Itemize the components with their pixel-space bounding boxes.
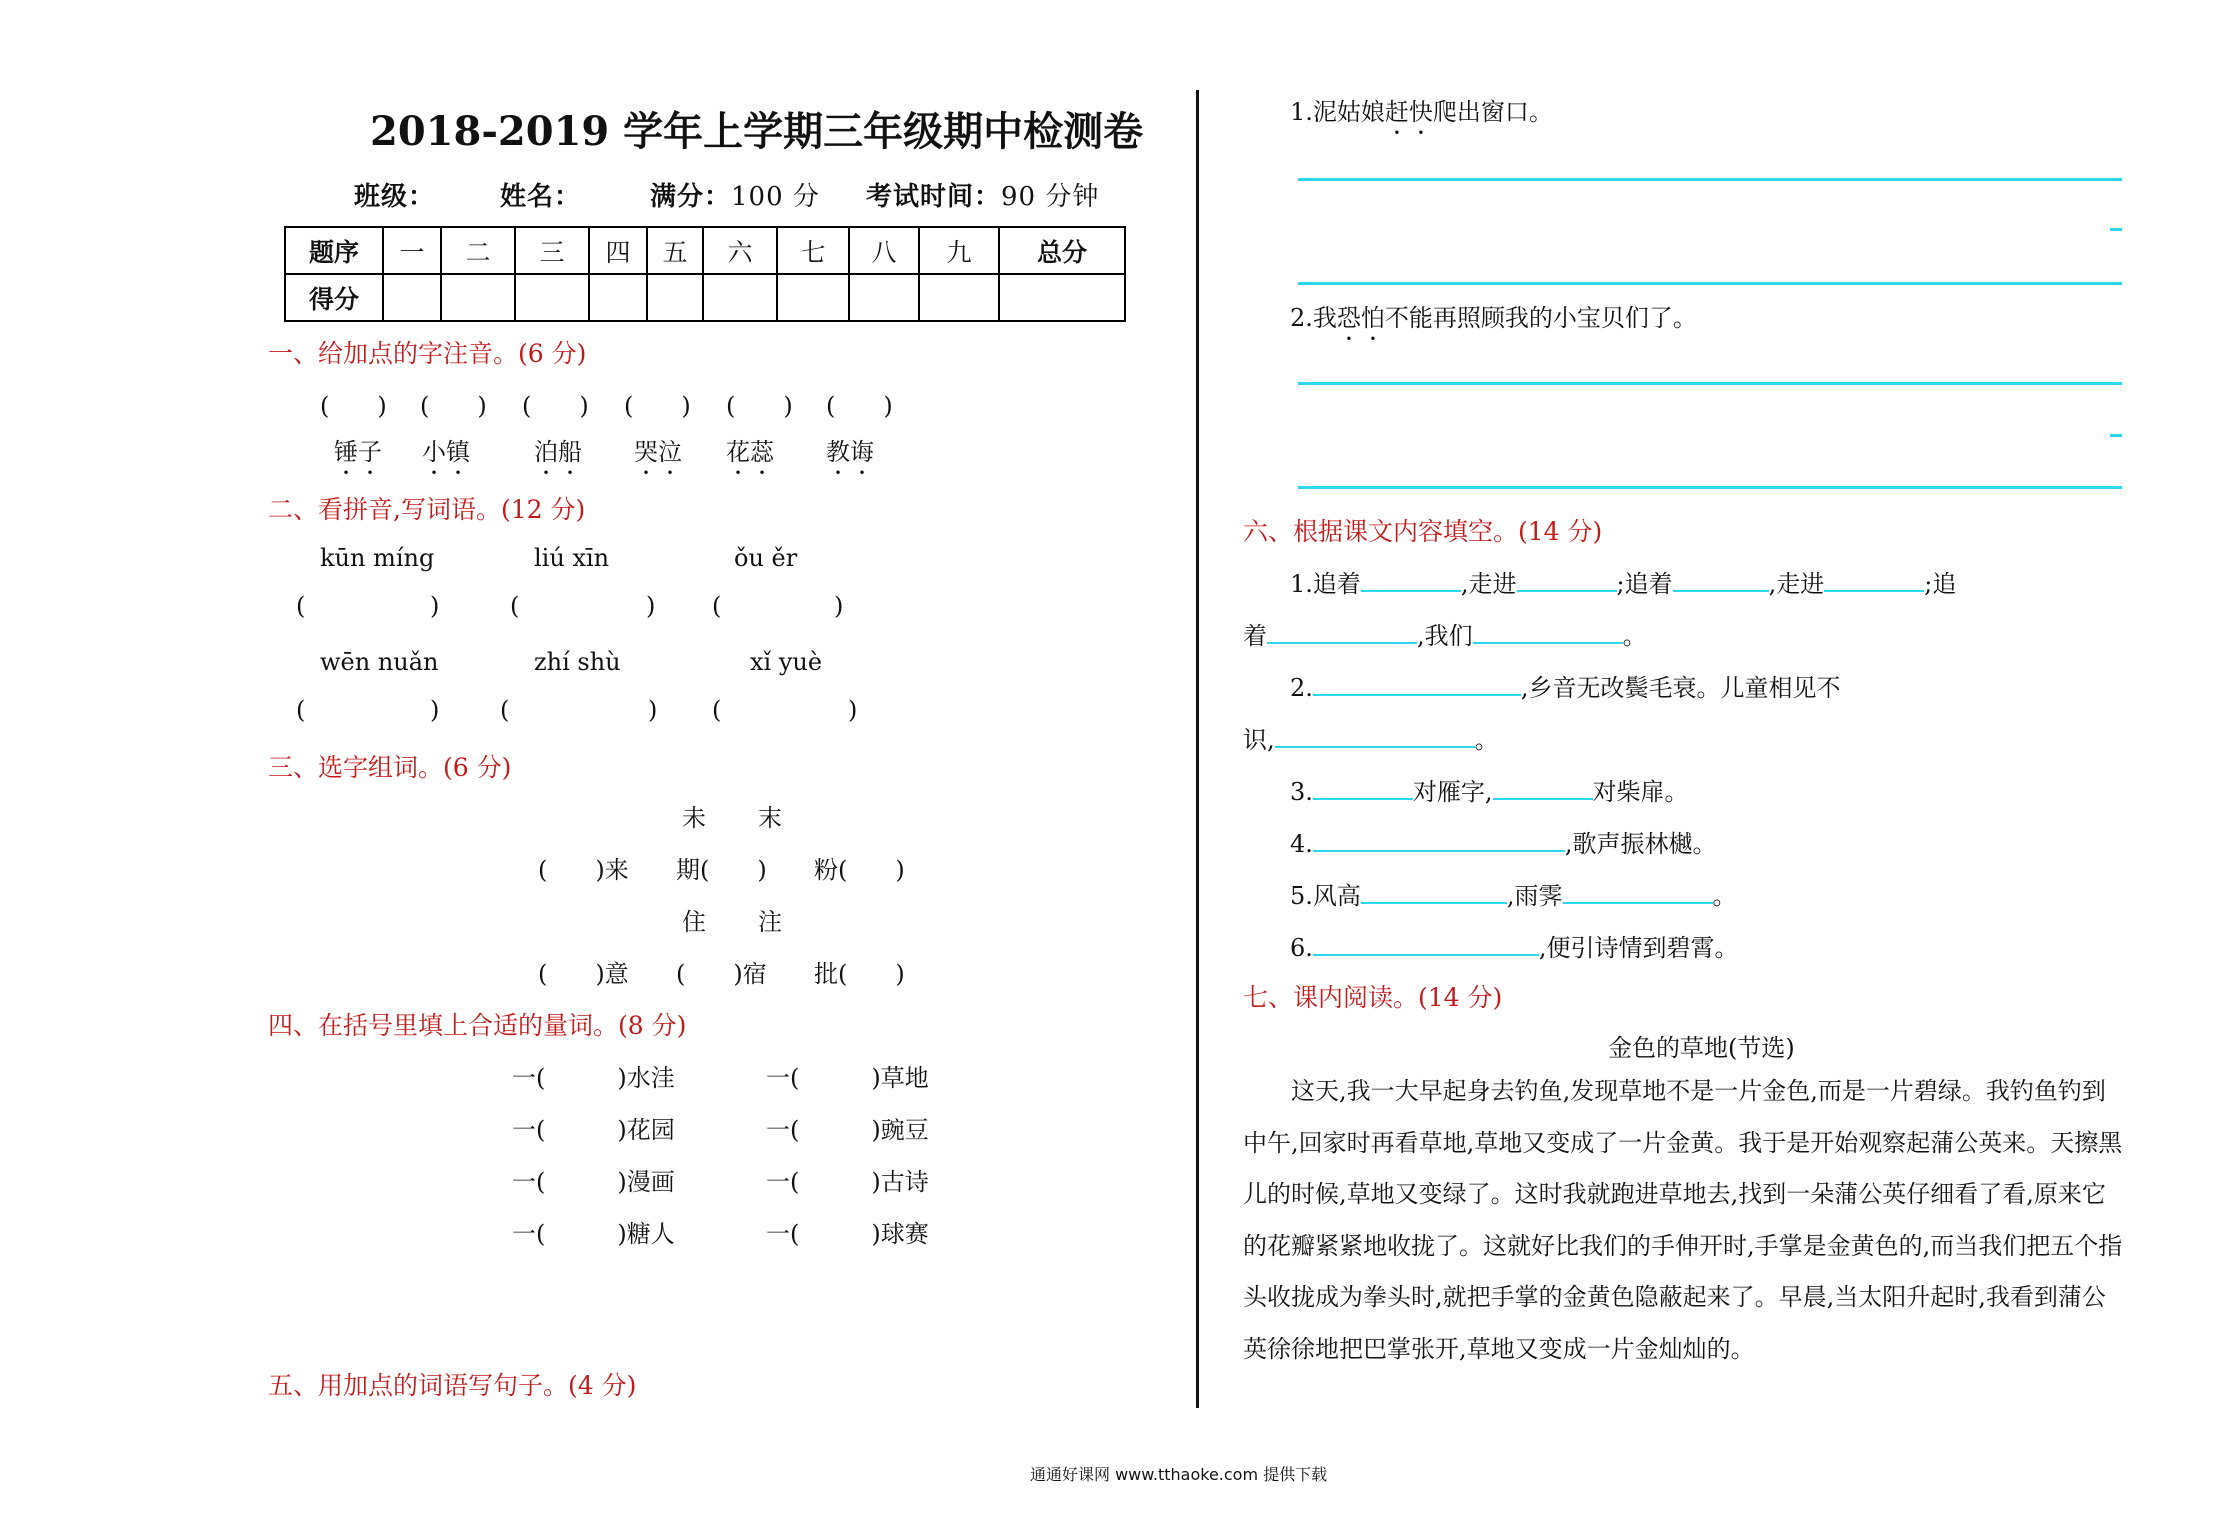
s1-word: 锤子: [334, 438, 382, 466]
answer-line-mark: [2110, 434, 2122, 437]
s3-blank[interactable]: 粉( ): [814, 856, 905, 884]
s4-item[interactable]: 一( )球赛: [766, 1220, 929, 1248]
fill-blank[interactable]: [1313, 668, 1521, 696]
fill-blank[interactable]: [1673, 564, 1769, 592]
fill-blank[interactable]: [1361, 876, 1507, 904]
s3-blank[interactable]: 批( ): [814, 960, 905, 988]
section-7-title: 七、课内阅读。(14 分): [1243, 983, 1503, 1012]
s4-item[interactable]: 一( )花园: [512, 1116, 675, 1144]
answer-line[interactable]: [1298, 282, 2122, 285]
page-title: 2018-2019 学年上学期三年级期中检测卷: [370, 108, 1144, 155]
score-row-label: 得分: [285, 274, 383, 321]
s4-item[interactable]: 一( )糖人: [512, 1220, 675, 1248]
s3-char: 未: [682, 804, 706, 832]
s1-paren[interactable]: ( ): [624, 392, 691, 420]
s4-item[interactable]: 一( )漫画: [512, 1168, 675, 1196]
s6-q1-line1: 1.追着 ,走进 ;追着 ,走进 ;追: [1290, 564, 1956, 599]
score-col-2: 二: [441, 227, 515, 274]
score-col-4: 四: [589, 227, 647, 274]
answer-paren-open[interactable]: (: [712, 696, 722, 724]
s3-char: 住: [682, 908, 706, 936]
s1-paren[interactable]: ( ): [726, 392, 793, 420]
answer-line-mark: [2110, 228, 2122, 231]
score-table-score-row: [285, 274, 1125, 321]
score-col-7: 七: [777, 227, 849, 274]
answer-paren-close[interactable]: ): [646, 592, 656, 620]
s1-word: 教诲: [826, 438, 874, 466]
score-col-9: 九: [919, 227, 999, 274]
score-col-8: 八: [849, 227, 919, 274]
answer-line[interactable]: [1298, 382, 2122, 385]
answer-paren-open[interactable]: (: [712, 592, 722, 620]
column-divider: [1196, 90, 1199, 1408]
answer-line[interactable]: [1298, 178, 2122, 181]
score-col-5: 五: [647, 227, 703, 274]
pinyin: xǐ yuè: [750, 648, 823, 676]
fill-blank[interactable]: [1473, 616, 1623, 644]
fill-blank[interactable]: [1313, 824, 1565, 852]
fill-blank[interactable]: [1313, 928, 1539, 956]
score-cell[interactable]: [777, 274, 849, 321]
answer-line[interactable]: [1298, 486, 2122, 489]
s6-q2-line2: 识, 。: [1243, 720, 1499, 755]
score-col-3: 三: [515, 227, 589, 274]
answer-paren-open[interactable]: (: [510, 592, 520, 620]
section-5-title: 五、用加点的词语写句子。(4 分): [268, 1371, 637, 1400]
passage-title: 金色的草地(节选): [1608, 1034, 1795, 1062]
section-4-title: 四、在括号里填上合适的量词。(8 分): [268, 1011, 687, 1040]
s5-question-2: 2.我恐怕不能再照顾我的小宝贝们了。: [1290, 304, 1697, 332]
fill-blank[interactable]: [1493, 772, 1593, 800]
s6-q6: 6. ,便引诗情到碧霄。: [1290, 928, 1739, 963]
s4-item[interactable]: 一( )豌豆: [766, 1116, 929, 1144]
s4-item[interactable]: 一( )古诗: [766, 1168, 929, 1196]
s1-paren[interactable]: ( ): [420, 392, 487, 420]
s1-word: 泊船: [534, 438, 582, 466]
pinyin: liú xīn: [534, 544, 610, 572]
answer-paren-close[interactable]: ): [430, 592, 440, 620]
s6-q3: 3. 对雁字, 对柴扉。: [1290, 772, 1689, 807]
section-2-title: 二、看拼音,写词语。(12 分): [268, 495, 586, 524]
s3-blank[interactable]: 期( ): [676, 856, 767, 884]
answer-paren-close[interactable]: ): [834, 592, 844, 620]
fill-blank[interactable]: [1267, 616, 1417, 644]
s6-q5: 5.风高 ,雨霁 。: [1290, 876, 1737, 911]
score-cell[interactable]: [647, 274, 703, 321]
score-cell[interactable]: [441, 274, 515, 321]
pinyin: ǒu ěr: [734, 544, 798, 572]
s3-blank[interactable]: ( )意: [538, 960, 629, 988]
s1-word: 花蕊: [726, 438, 774, 466]
fill-blank[interactable]: [1275, 720, 1475, 748]
fill-blank[interactable]: [1517, 564, 1617, 592]
score-cell[interactable]: [383, 274, 441, 321]
s1-word: 小镇: [422, 438, 470, 466]
section-3-title: 三、选字组词。(6 分): [268, 753, 512, 782]
s3-char: 注: [758, 908, 782, 936]
score-col-1: 一: [383, 227, 441, 274]
s1-paren[interactable]: ( ): [826, 392, 893, 420]
answer-paren-close[interactable]: ): [848, 696, 858, 724]
score-cell[interactable]: [849, 274, 919, 321]
answer-paren-open[interactable]: (: [296, 592, 306, 620]
score-cell[interactable]: [999, 274, 1125, 321]
s6-q4: 4. ,歌声振林樾。: [1290, 824, 1717, 859]
answer-paren-close[interactable]: ): [648, 696, 658, 724]
score-cell[interactable]: [589, 274, 647, 321]
exam-time: 考试时间：90 分钟: [866, 182, 1100, 212]
name-label: 姓名：: [500, 182, 582, 212]
fill-blank[interactable]: [1313, 772, 1413, 800]
score-header-label: 题序: [285, 227, 383, 274]
s3-blank[interactable]: ( )来: [538, 856, 629, 884]
s1-paren[interactable]: ( ): [320, 392, 387, 420]
score-col-total: 总分: [999, 227, 1125, 274]
class-label: 班级：: [354, 182, 436, 212]
score-cell[interactable]: [703, 274, 777, 321]
pinyin: zhí shù: [534, 648, 621, 676]
score-table: [284, 226, 1126, 322]
section-1-title: 一、给加点的字注音。(6 分): [268, 339, 587, 368]
s4-item[interactable]: 一( )水洼: [512, 1064, 675, 1092]
s6-q2-line1: 2. ,乡音无改鬓毛衰。儿童相见不: [1290, 668, 1841, 703]
answer-paren-open[interactable]: (: [296, 696, 306, 724]
score-table-header-row: [285, 227, 1125, 274]
fill-blank[interactable]: [1563, 876, 1713, 904]
answer-paren-close[interactable]: ): [430, 696, 440, 724]
s3-char: 末: [758, 804, 782, 832]
s5-question-1: 1.泥姑娘赶快爬出窗口。: [1290, 98, 1553, 126]
reading-passage: 这天,我一大早起身去钓鱼,发现草地不是一片金色,而是一片碧绿。我钓鱼钓到中午,回家时再看草地,草地又变成了一片金黄。我于是开始观察起蒲公英来。天擦黑儿的时候,草地又变绿了。这时我就跑进草地去,找到一朵蒲公英仔细看了看,原来它的花瓣紧紧地收拢了。这就好比我们的手伸开时,手掌是金黄色的,而当我们把五个指头收拢成为拳头时,就把手掌的金黄色隐蔽起来了。早晨,当太阳升起时,我看到蒲公英徐徐地把巴掌张开,草地又变成一片金灿灿的。: [1243, 1077, 2123, 1363]
score-cell[interactable]: [919, 274, 999, 321]
pinyin: kūn míng: [320, 544, 435, 572]
answer-paren-open[interactable]: (: [500, 696, 510, 724]
score-col-6: 六: [703, 227, 777, 274]
s1-paren[interactable]: ( ): [522, 392, 589, 420]
pinyin: wēn nuǎn: [320, 648, 439, 676]
score-cell[interactable]: [515, 274, 589, 321]
s3-blank[interactable]: ( )宿: [676, 960, 767, 988]
s4-item[interactable]: 一( )草地: [766, 1064, 929, 1092]
s1-word: 哭泣: [634, 438, 682, 466]
s6-q1-line2: 着 ,我们 。: [1243, 616, 1647, 651]
full-score: 满分：100 分: [650, 182, 820, 212]
section-6-title: 六、根据课文内容填空。(14 分): [1243, 517, 1603, 546]
fill-blank[interactable]: [1361, 564, 1461, 592]
footer: 通通好课网 www.tthaoke.com 提供下载: [1030, 1465, 1328, 1484]
fill-blank[interactable]: [1824, 564, 1924, 592]
